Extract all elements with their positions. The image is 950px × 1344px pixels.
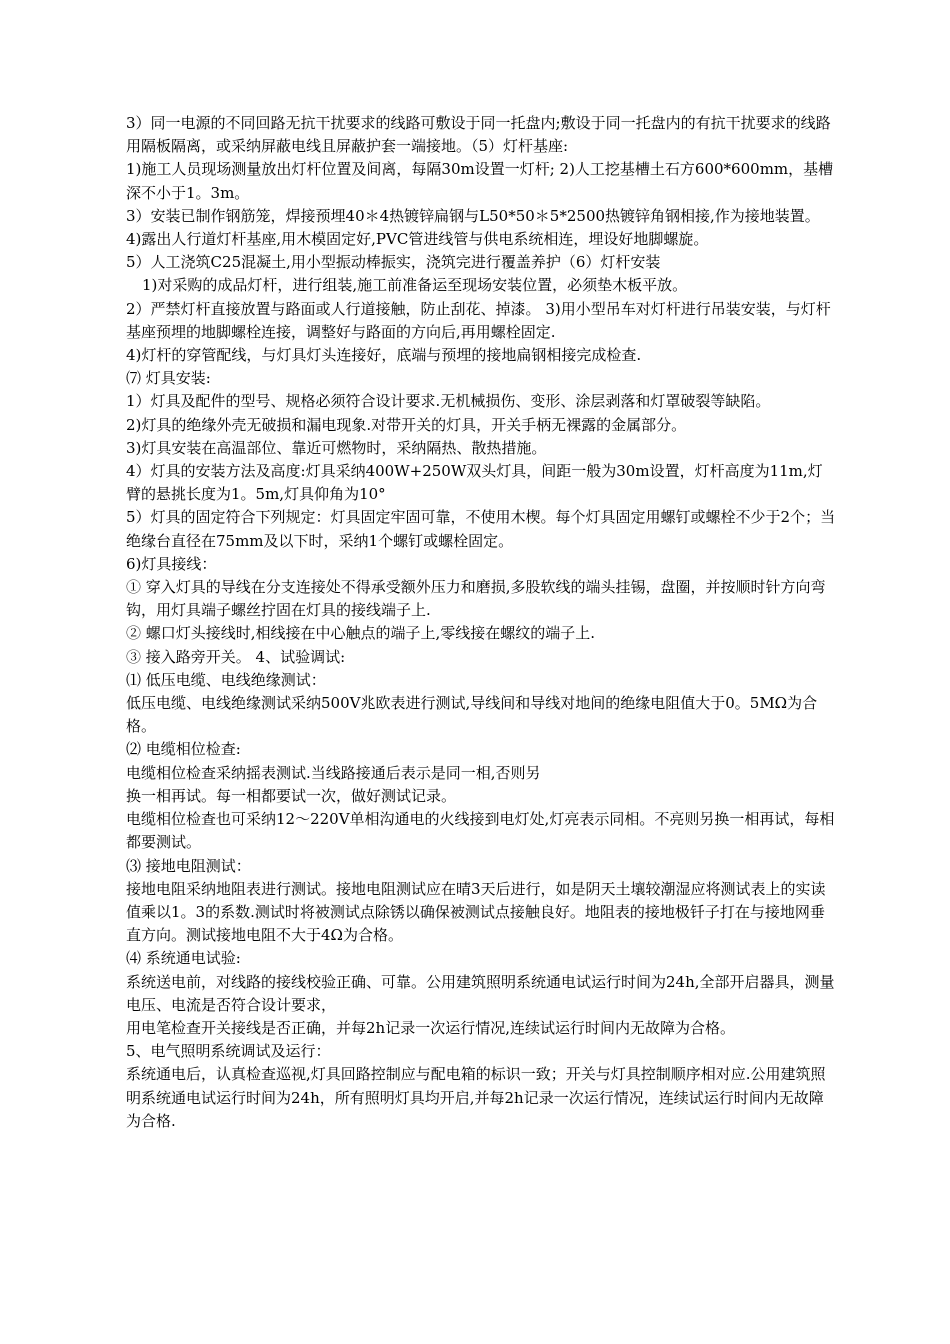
section-heading: 5、电气照明系统调试及运行： [126,1042,331,1061]
section-heading: ⑷ 系统通电试验: [126,949,241,968]
document-body [126,112,836,1133]
paragraph: ② 螺口灯头接线时,相线接在中心触点的端子上,零线接在螺纹的端子上. [126,624,596,643]
paragraph: 用电笔检查开关接线是否正确，并每2h记录一次运行情况,连续试运行时间内无故障为合格。 [126,1018,735,1037]
paragraph: 6)灯具接线： [126,554,217,573]
paragraph: 5）灯具的固定符合下列规定：灯具固定牢固可靠，不使用木楔。每个灯具固定用螺钉或螺栓不少于2个；当绝缘台直径在75mm及以下时，采纳1个螺钉或螺栓固定。 [126,508,836,550]
paragraph: 系统送电前，对线路的接线校验正确、可靠。公用建筑照明系统通电试运行时间为24h,全部开启器具，测量电压、电流是否符合设计要求， [126,972,835,1014]
paragraph: 4)灯杆的穿管配线，与灯具灯头连接好，底端与预埋的接地扁钢相接完成检查. [126,346,642,365]
section-heading: ⑺ 灯具安装: [126,369,211,388]
paragraph: ③ 接入路旁开关。 4、试验调试: [126,647,346,666]
section-heading: ⑴ 低压电缆、电线绝缘测试： [126,670,326,689]
paragraph: 3）同一电源的不同回路无抗干扰要求的线路可敷设于同一托盘内;敷设于同一托盘内的有抗干扰要求的线路用隔板隔离，或采纳屏蔽电线且屏蔽护套一端接地。（5）灯杆基座: [126,114,831,156]
paragraph: 1)施工人员现场测量放出灯杆位置及间离，每隔30m设置一灯杆; 2)人工挖基槽土石方600*600mm，基槽深不小于1。3m。 [126,160,834,202]
paragraph: 系统通电后，认真检查巡视,灯具回路控制应与配电箱的标识一致；开关与灯具控制顺序相对应.公用建筑照明系统通电试运行时间为24h，所有照明灯具均开启,并每2h记录一次运行情况，连续试运行时间内无故障为合格. [126,1065,826,1130]
paragraph: 电缆相位检查采纳摇表测试.当线路接通后表示是同一相,否则另 [126,763,541,782]
paragraph: 4）灯具的安装方法及高度:灯具采纳400W+250W双头灯具，间距一般为30m设置，灯杆高度为11m,灯臂的悬挑长度为1。5m,灯具仰角为10° [126,462,823,504]
paragraph: 接地电阻采纳地阻表进行测试。接地电阻测试应在晴3天后进行，如是阴天土壤较潮湿应将测试表上的实读值乘以1。3的系数.测试时将被测试点除锈以确保被测试点接触良好。地阻表的接地极钎子打在与接地网垂直方向。测试接地电阻不大于4Ω为合格。 [126,879,826,945]
section-heading: ⑶ 接地电阻测试： [126,856,251,875]
paragraph: 低压电缆、电线绝缘测试采纳500V兆欧表进行测试,导线间和导线对地间的绝缘电阻值大于0。5MΩ为合格。 [126,694,818,736]
paragraph: ① 穿入灯具的导线在分支连接处不得承受额外压力和磨损,多股软线的端头挂锡，盘圈，并按顺时针方向弯钩，用灯具端子螺丝拧固在灯具的接线端子上. [126,578,826,620]
paragraph: 换一相再试。每一相都要试一次，做好测试记录。 [126,786,457,805]
paragraph: 2)灯具的绝缘外壳无破损和漏电现象.对带开关的灯具，开关手柄无裸露的金属部分。 [126,415,687,434]
paragraph: 3)灯具安装在高温部位、靠近可燃物时，采纳隔热、散热措施。 [126,438,547,457]
paragraph: 1）灯具及配件的型号、规格必须符合设计要求.无机械损伤、变形、涂层剥落和灯罩破裂等缺陷。 [126,392,771,411]
paragraph: 3）安装已制作钢筋笼，焊接预埋40＊4热镀锌扁钢与L50*50＊5*2500热镀锌角钢相接,作为接地装置。 [126,206,820,225]
section-heading: ⑵ 电缆相位检查: [126,740,241,759]
paragraph: 电缆相位检查也可采纳12～220V单相沟通电的火线接到电灯处,灯亮表示同相。不亮则另换一相再试，每相都要测试。 [126,810,835,852]
paragraph: 5）人工浇筑C25混凝土,用小型振动棒振实，浇筑完进行覆盖养护（6）灯杆安装 [126,253,661,272]
paragraph: 4)露出人行道灯杆基座,用木模固定好,PVC管进线管与供电系统相连，埋设好地脚螺旋。 [126,230,709,249]
paragraph: 2）严禁灯杆直接放置与路面或人行道接触，防止刮花、掉漆。 3)用小型吊车对灯杆进行吊装安装，与灯杆基座预埋的地脚螺栓连接，调整好与路面的方向后,再用螺栓固定. [126,299,831,341]
paragraph: 1)对采购的成品灯杆，进行组装,施工前准备运至现场安装位置，必须垫木板平放。 [142,276,688,295]
